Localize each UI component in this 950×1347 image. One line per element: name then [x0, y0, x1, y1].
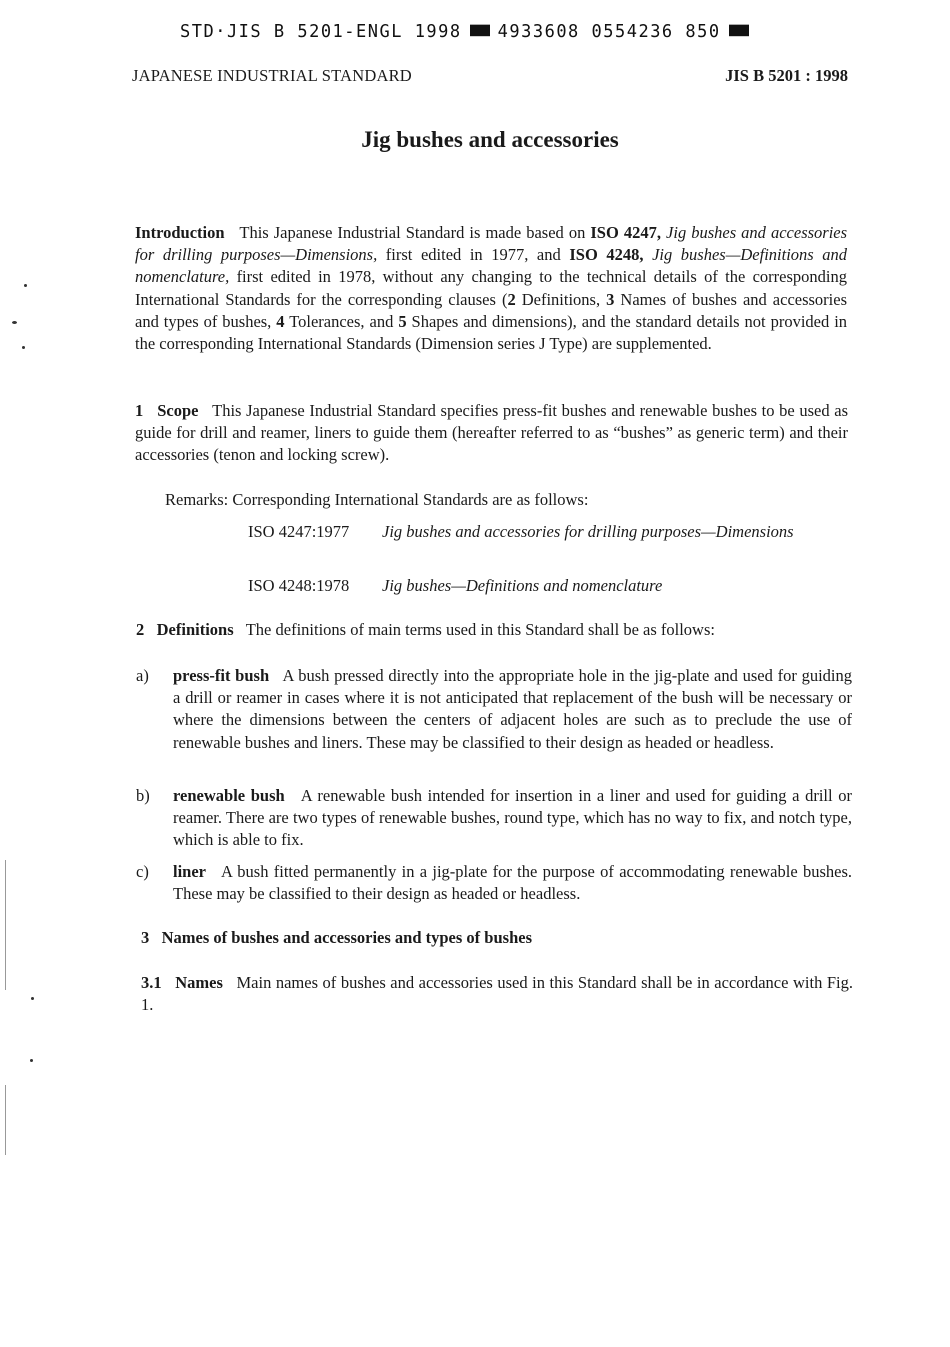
corresponding-standard-row — [248, 521, 848, 543]
remarks-label: Remarks: — [165, 490, 229, 509]
corresponding-standard-row — [248, 575, 848, 597]
scan-speck — [30, 1059, 33, 1062]
definition-term: press-fit bush — [173, 666, 270, 685]
definition-label: b) — [136, 786, 150, 805]
scope-heading: Scope — [157, 401, 199, 420]
scope-section — [135, 400, 848, 467]
definition-text: A renewable bush intended for insertion in a liner and used for guiding a drill or reamer. There are two types of renewable bushes, round type, which has no way to fix, and notch type, which is able to fix. — [173, 786, 852, 850]
document-id-stamp — [180, 22, 757, 43]
definition-text: A bush pressed directly into the appropriate hole in the jig-plate and used for guiding a drill or reamer in cases where it is not anticipated that replacement of the bush will be necessary or where the dimensions between the centers of adjacent holes are such as to preclude the use of renewable bushes and liners. These may be classified to their design as headed or headless. — [173, 666, 852, 752]
definitions-heading: Definitions — [156, 620, 234, 639]
standard-title: Jig bushes and accessories for drilling purposes—Dimensions — [382, 522, 794, 541]
introduction-heading: Introduction — [135, 223, 225, 242]
scan-edge-line — [5, 860, 6, 990]
iso-4248-title: Jig bushes—Definitions and nomenclature, — [135, 245, 848, 287]
definition-label: a) — [136, 666, 149, 685]
remarks-text: Corresponding International Standards are as follows: — [232, 490, 589, 509]
scan-speck — [22, 346, 25, 349]
scan-speck — [12, 321, 17, 324]
section-3-1-text: Main names of bushes and accessories used in this Standard shall be in accordance with Fig. 1. — [141, 973, 853, 1015]
definition-label: c) — [136, 862, 149, 881]
scan-speck — [31, 997, 34, 1000]
scope-text: This Japanese Industrial Standard specifies press-fit bushes and renewable bushes to be used as guide for drill and reamer, liners to guide them (hereafter referred to as “bushes” as generic term) and their accessories (tenon and locking screw). — [135, 401, 849, 465]
section-3-1-number: 3.1 — [141, 973, 162, 992]
definition-text: A bush fitted permanently in a jig-plate for the purpose of accommodating renewable bushes. These may be classified to their design as headed or headless. — [173, 862, 852, 904]
definition-term: liner — [173, 862, 206, 881]
definitions-number: 2 — [136, 620, 145, 639]
definition-item — [136, 785, 852, 852]
page-title: Jig bushes and accessories — [361, 127, 619, 152]
standard-title: Jig bushes—Definitions and nomenclature — [382, 576, 663, 595]
stamp-code: STD·JIS B 5201-ENGL 1998 — [180, 21, 462, 43]
remarks-line — [165, 490, 588, 510]
header-standard-number: JIS B 5201 : 1998 — [725, 66, 848, 85]
header-standard-type: JAPANESE INDUSTRIAL STANDARD — [132, 66, 412, 85]
stamp-block-mark — [470, 25, 490, 37]
standard-code: ISO 4248:1978 — [248, 576, 350, 595]
definition-term: renewable bush — [173, 786, 285, 805]
definition-item — [136, 861, 852, 905]
iso-4248-ref: ISO 4248, — [569, 245, 644, 265]
definitions-heading-line — [136, 620, 715, 640]
scope-number: 1 — [135, 401, 144, 420]
scan-edge-line — [5, 1085, 6, 1155]
standard-code: ISO 4247:1977 — [248, 522, 350, 541]
stamp-number: 4933608 0554236 850 — [497, 21, 721, 43]
scan-speck — [24, 284, 27, 287]
introduction-paragraph: Introduction This Japanese Industrial Standard is made based on ISO 4247, Jig bushes and accessories for drilling purposes—Dimensions, first edited in 1977, and ISO 4248, Jig bushes—Definitions and nomenclature, first edited in 1978, without any changing to the technical details of the corresponding International Standards for the corresponding clauses (2 Definitions, 3 Names of bushes and accessories and types of bushes, 4 Tolerances, and 5 Shapes and dimensions), and the standard details not provided in the corresponding International Standards (Dimension series J Type) are supplemented. — [135, 223, 848, 354]
stamp-block-mark — [729, 25, 749, 37]
section-3-1-heading: Names — [175, 973, 223, 992]
section-3-number: 3 — [141, 928, 150, 947]
section-3-1-paragraph — [141, 972, 853, 1016]
section-3-heading — [141, 928, 532, 948]
definition-item — [136, 665, 852, 754]
definitions-text: The definitions of main terms used in this Standard shall be as follows: — [245, 620, 715, 639]
iso-4247-title: Jig bushes and accessories for drilling purposes—Dimensions, — [135, 223, 848, 265]
section-3-title: Names of bushes and accessories and types of bushes — [161, 928, 532, 947]
iso-4247-ref: ISO 4247, — [590, 223, 661, 242]
